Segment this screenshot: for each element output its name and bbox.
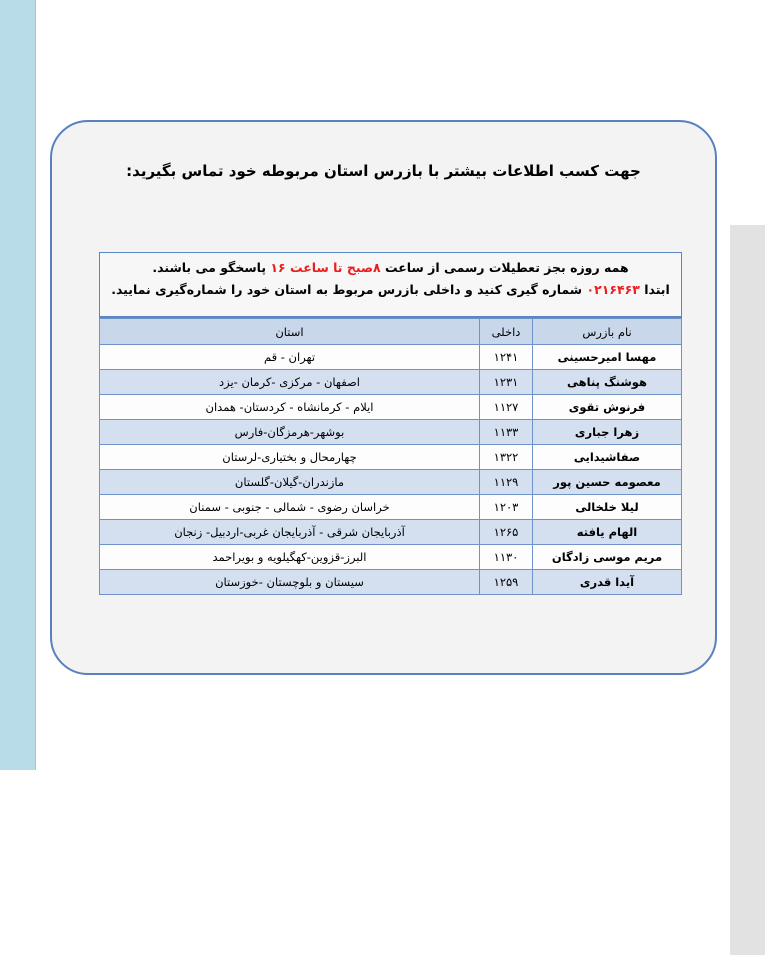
left-margin-strip (0, 0, 36, 770)
province-cell: مازندران-گیلان-گلستان (100, 470, 480, 495)
extension-cell: ۱۳۲۲ (480, 445, 533, 470)
notice-text-part: همه روزه بجز تعطیلات رسمی از ساعت (380, 260, 629, 275)
contact-info-box (50, 120, 717, 675)
extension-cell: ۱۲۳۱ (480, 370, 533, 395)
table-row (100, 495, 682, 520)
province-cell: خراسان رضوی - شمالی - جنوبی - سمنان (100, 495, 480, 520)
table-row (100, 395, 682, 420)
hours-highlight: ۸صبح تا ساعت ۱۶ (270, 260, 381, 275)
box-title: جهت کسب اطلاعات بیشتر با بازرس استان مربوطه خود تماس بگیرید: (126, 162, 641, 180)
table-header-row (100, 319, 682, 345)
table-row (100, 470, 682, 495)
extension-cell: ۱۲۶۵ (480, 520, 533, 545)
right-margin-strip (730, 225, 765, 955)
notice-text-part: شماره گیری کنید و داخلی بازرس مربوط به استان خود را شماره‌گیری نمایید. (111, 282, 587, 297)
province-cell: اصفهان - مرکزی -کرمان -یزد (100, 370, 480, 395)
province-cell: چهارمحال و بختیاری-لرستان (100, 445, 480, 470)
table-row (100, 370, 682, 395)
extension-cell: ۱۲۰۳ (480, 495, 533, 520)
table-row (100, 545, 682, 570)
table-row (100, 345, 682, 370)
header-name: نام بازرس (533, 319, 682, 345)
extension-cell: ۱۱۲۷ (480, 395, 533, 420)
inspector-name-cell: صفاشیدایی (533, 445, 682, 470)
province-cell: تهران - قم (100, 345, 480, 370)
extension-cell: ۱۲۴۱ (480, 345, 533, 370)
inspector-name-cell: زهرا جباری (533, 420, 682, 445)
table-row (100, 520, 682, 545)
extension-cell: ۱۱۳۰ (480, 545, 533, 570)
extension-cell: ۱۱۲۹ (480, 470, 533, 495)
inspector-name-cell: لیلا خلخالی (533, 495, 682, 520)
extension-cell: ۱۲۵۹ (480, 570, 533, 595)
notice-line-2 (100, 279, 681, 301)
notice-text (99, 252, 682, 318)
notice-text-part: پاسخگو می باشند. (152, 260, 271, 275)
table-row (100, 420, 682, 445)
province-cell: بوشهر-هرمزگان-فارس (100, 420, 480, 445)
inspector-name-cell: آیدا قدری (533, 570, 682, 595)
inspector-name-cell: فرنوش تقوی (533, 395, 682, 420)
table-row (100, 570, 682, 595)
province-cell: ایلام - کرمانشاه - کردستان- همدان (100, 395, 480, 420)
province-cell: آذربایجان شرقی - آذربایجان غربی-اردبیل- زنجان (100, 520, 480, 545)
inspector-name-cell: هوشنگ پناهی (533, 370, 682, 395)
province-cell: البرز-قزوین-کهگیلویه و بویراحمد (100, 545, 480, 570)
inspector-name-cell: مریم موسی زادگان (533, 545, 682, 570)
inspector-table (99, 318, 682, 595)
notice-line-1 (100, 257, 681, 279)
inspector-name-cell: الهام یافته (533, 520, 682, 545)
province-cell: سیستان و بلوچستان -خوزستان (100, 570, 480, 595)
inspector-name-cell: معصومه حسین پور (533, 470, 682, 495)
header-province: استان (100, 319, 480, 345)
phone-number: ۰۲۱۶۴۶۳ (586, 282, 640, 297)
header-ext: داخلی (480, 319, 533, 345)
inspector-name-cell: مهسا امیرحسینی (533, 345, 682, 370)
inspector-table-wrapper (99, 252, 682, 595)
table-row (100, 445, 682, 470)
notice-text-part: ابتدا (639, 282, 670, 297)
extension-cell: ۱۱۳۳ (480, 420, 533, 445)
